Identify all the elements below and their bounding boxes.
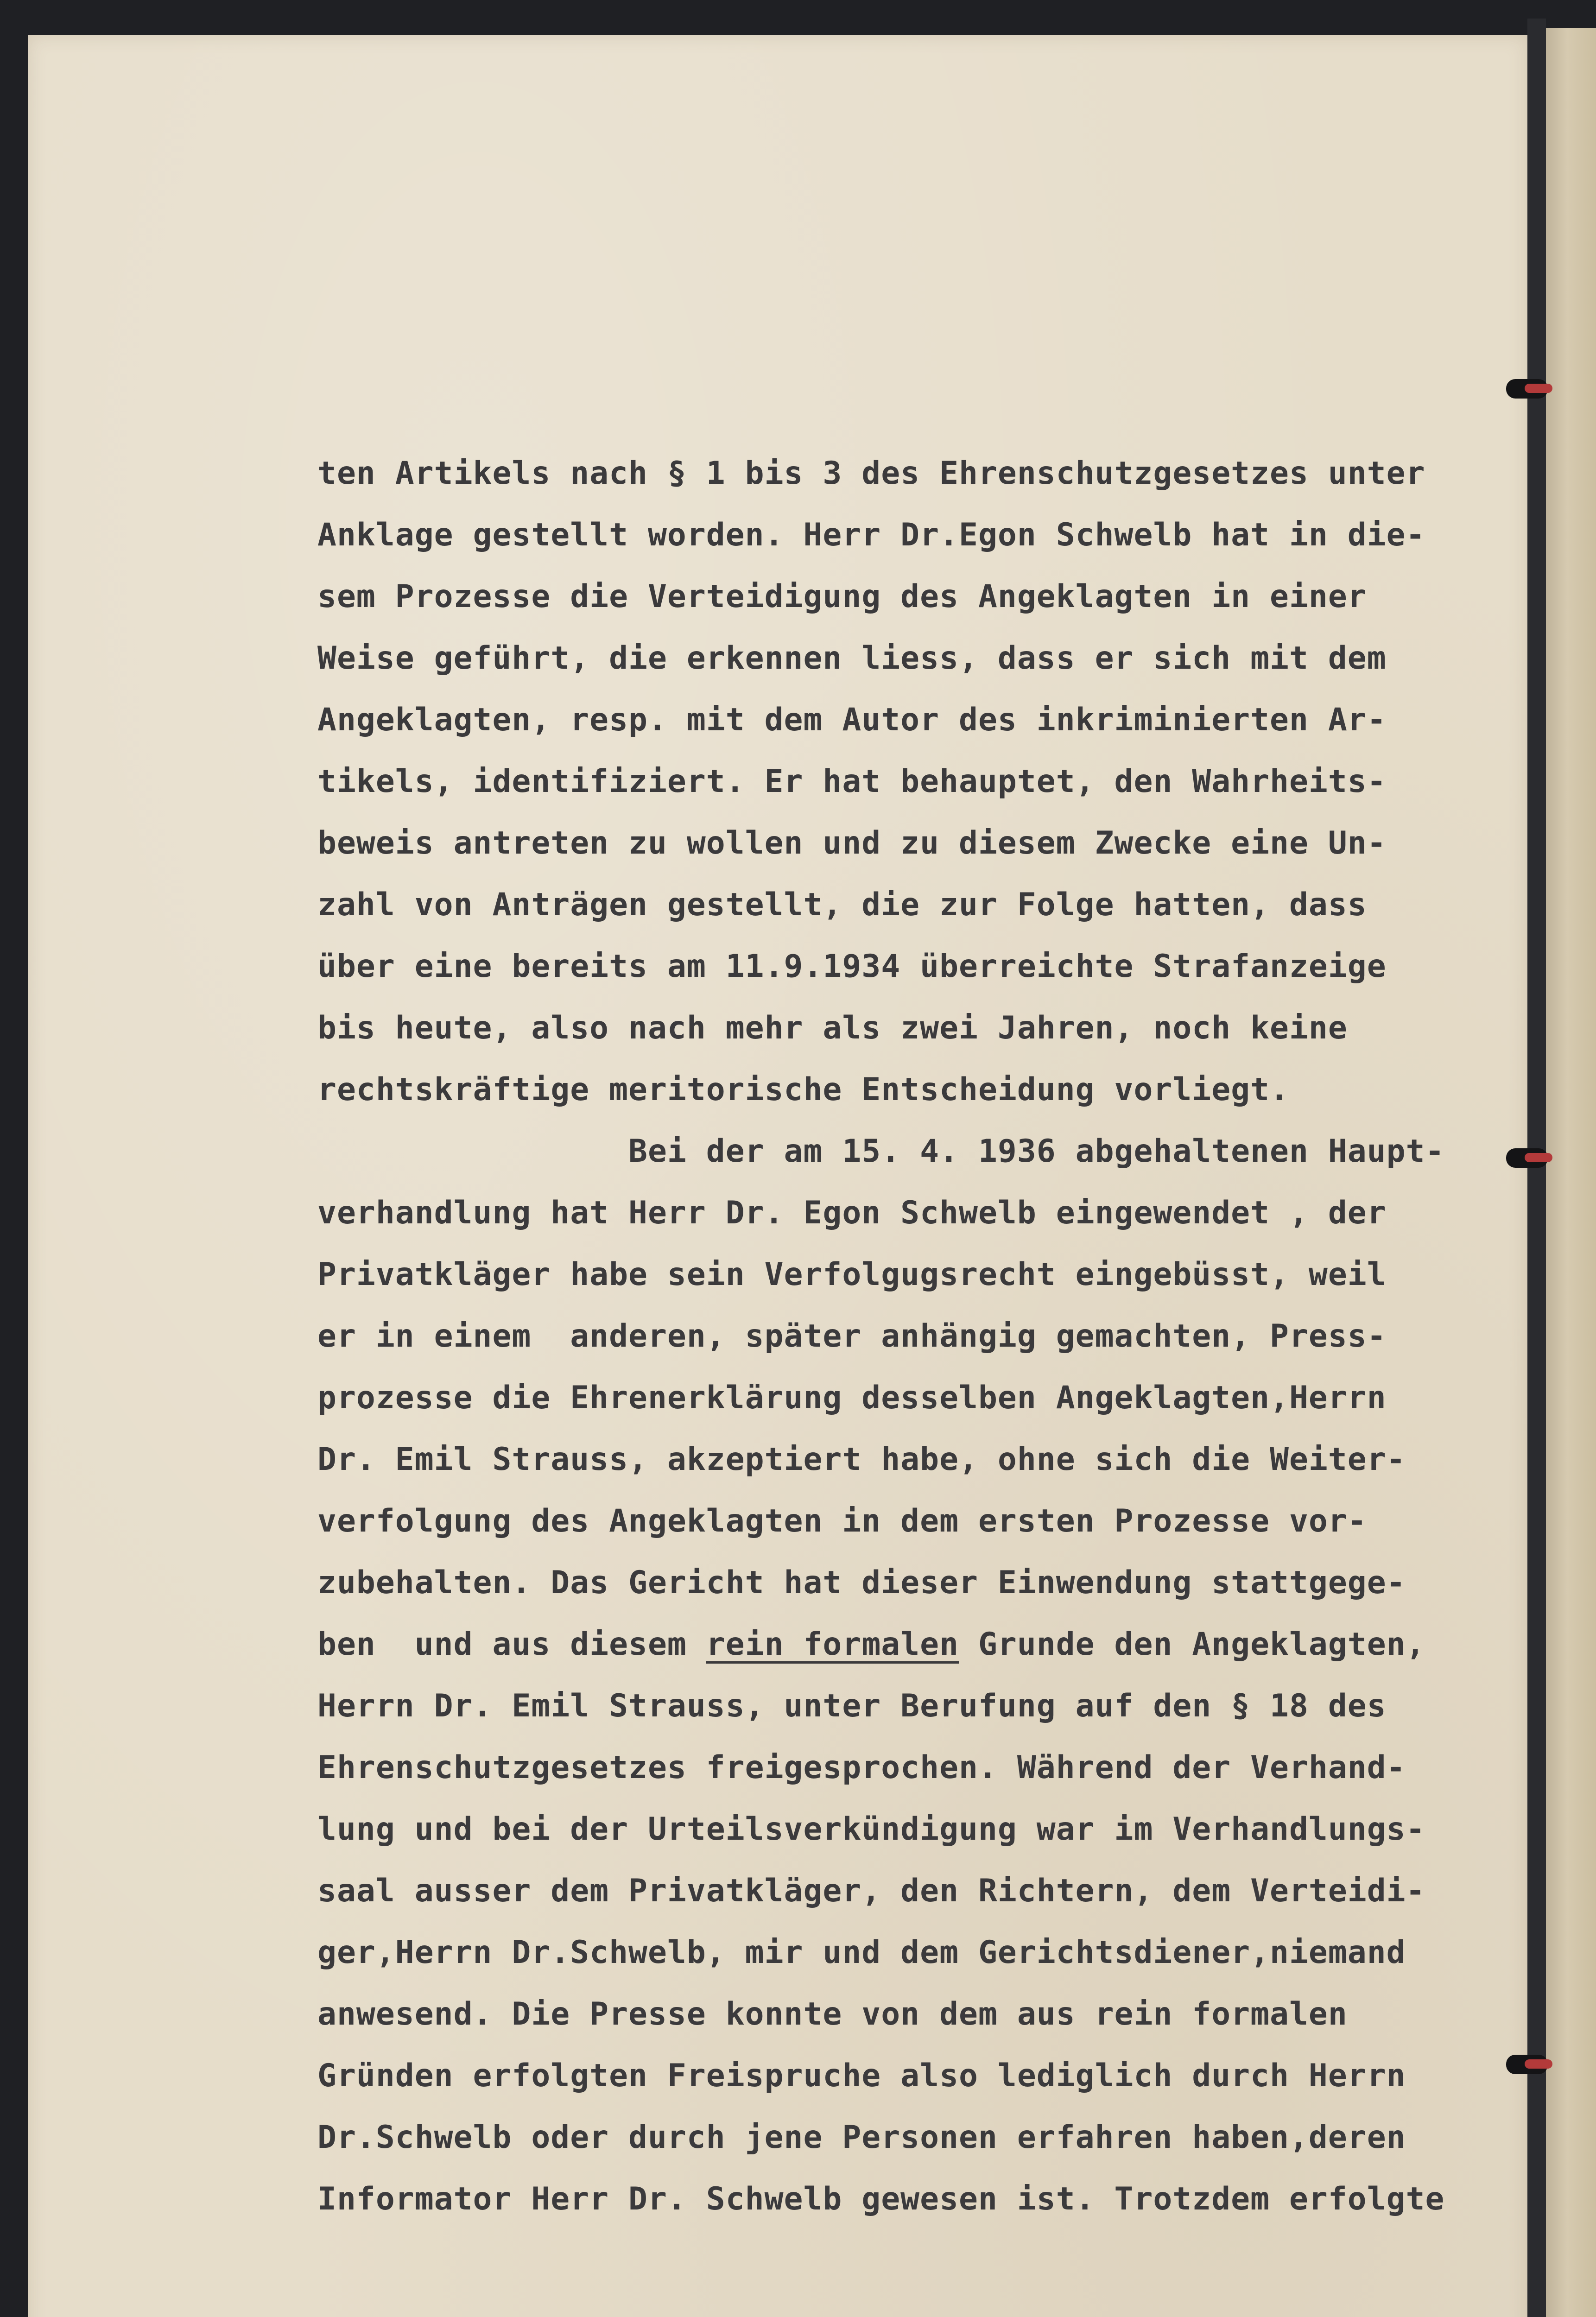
binding-thread-mark — [1506, 379, 1548, 399]
text-line: prozesse die Ehrenerklärung desselben Angeklagten,Herrn — [317, 1380, 1387, 1416]
text-line: ger,Herrn Dr.Schwelb, mir und dem Gerichtsdiener,niemand — [317, 1934, 1406, 1971]
text-line: saal ausser dem Privatkläger, den Richtern, dem Verteidi- — [317, 1873, 1425, 1909]
binding-thread-mark — [1506, 1148, 1548, 1168]
text-line: zahl von Anträgen gestellt, die zur Folge hatten, dass — [317, 886, 1367, 923]
underlined-phrase: rein formalen — [706, 1626, 959, 1663]
text-line: Dr. Emil Strauss, akzeptiert habe, ohne sich die Weiter- — [317, 1441, 1406, 1478]
text-line: Angeklagten, resp. mit dem Autor des inkriminierten Ar- — [317, 702, 1387, 738]
text-line: Herrn Dr. Emil Strauss, unter Berufung auf den § 18 des — [317, 1688, 1387, 1724]
text-line: zubehalten. Das Gericht hat dieser Einwendung stattgege- — [317, 1564, 1406, 1601]
text-line: Weise geführt, die erkennen liess, dass er sich mit dem — [317, 640, 1387, 677]
text-line: tikels, identifiziert. Er hat behauptet, den Wahrheits- — [317, 763, 1387, 800]
text-line-underlined-phrase — [317, 1614, 1522, 1675]
text-line: rechtskräftige meritorische Entscheidung vorliegt. — [317, 1071, 1289, 1108]
text-line: Gründen erfolgten Freispruche also lediglich durch Herrn — [317, 2057, 1406, 2094]
text-line: Dr.Schwelb oder durch jene Personen erfahren haben,deren — [317, 2119, 1406, 2156]
document-page — [28, 35, 1527, 2317]
adjacent-page-edge — [1543, 28, 1596, 2317]
line-segment: Grunde den Angeklagten, — [959, 1626, 1425, 1663]
text-line: über eine bereits am 11.9.1934 überreichte Strafanzeige — [317, 948, 1387, 985]
line-segment: ben und aus diesem — [317, 1626, 706, 1663]
text-line: anwesend. Die Presse konnte von dem aus rein formalen — [317, 1996, 1348, 2032]
text-line: Anklage gestellt worden. Herr Dr.Egon Schwelb hat in die- — [317, 517, 1425, 553]
text-line: bis heute, also nach mehr als zwei Jahren, noch keine — [317, 1010, 1348, 1046]
text-line: beweis antreten zu wollen und zu diesem Zwecke eine Un- — [317, 825, 1387, 861]
binding-strip — [1527, 19, 1546, 2317]
text-line: Bei der am 15. 4. 1936 abgehaltenen Haupt- — [317, 1133, 1445, 1170]
text-line: ten Artikels nach § 1 bis 3 des Ehrenschutzgesetzes unter — [317, 455, 1425, 492]
text-line: lung und bei der Urteilsverkündigung war im Verhandlungs- — [317, 1811, 1425, 1848]
text-line: verhandlung hat Herr Dr. Egon Schwelb eingewendet , der — [317, 1195, 1387, 1231]
text-line: er in einem anderen, später anhängig gemachten, Press- — [317, 1318, 1387, 1355]
text-line: sem Prozesse die Verteidigung des Angeklagten in einer — [317, 578, 1367, 615]
binding-thread-mark — [1506, 2055, 1548, 2074]
typed-text-block — [317, 443, 1522, 2230]
text-line: Informator Herr Dr. Schwelb gewesen ist. Trotzdem erfolgte — [317, 2181, 1445, 2217]
text-line: Ehrenschutzgesetzes freigesprochen. Während der Verhand- — [317, 1749, 1406, 1786]
text-line: Privatkläger habe sein Verfolgugsrecht eingebüsst, weil — [317, 1256, 1387, 1293]
text-line: verfolgung des Angeklagten in dem ersten Prozesse vor- — [317, 1503, 1367, 1539]
